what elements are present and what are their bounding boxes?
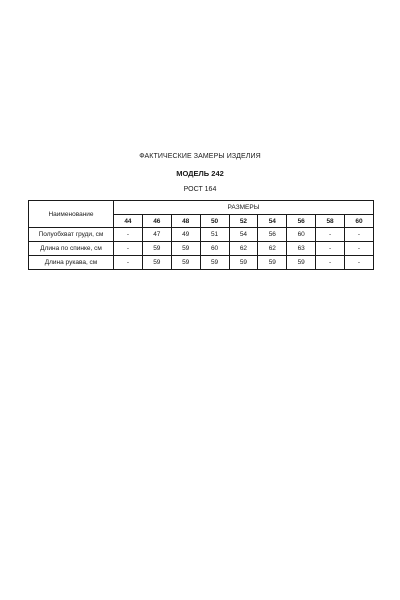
table-row [29,228,374,242]
size-table [28,200,374,270]
size-header: 56 [287,215,316,228]
model-title: МОДЕЛЬ 242 [176,169,224,178]
table-cell: 63 [287,242,316,256]
table-cell: 51 [200,228,229,242]
size-table-header-row [29,201,374,215]
table-cell: - [114,228,143,242]
table-cell: 60 [287,228,316,242]
size-header: 50 [200,215,229,228]
size-header: 44 [114,215,143,228]
table-cell: 59 [258,256,287,270]
table-cell: - [345,228,374,242]
table-cell: 54 [229,228,258,242]
table-cell: 62 [258,242,287,256]
table-row [29,256,374,270]
table-cell: 49 [171,228,200,242]
row-label: Длина по спинке, см [29,242,114,256]
table-cell: 59 [171,256,200,270]
name-column-header: Наименование [29,201,114,228]
row-label: Длина рукава, см [29,256,114,270]
table-cell: 59 [142,242,171,256]
table-cell: 60 [200,242,229,256]
table-cell: - [316,242,345,256]
size-header: 46 [142,215,171,228]
table-cell: 59 [171,242,200,256]
table-cell: 59 [200,256,229,270]
table-cell: 62 [229,242,258,256]
size-header: 58 [316,215,345,228]
table-row [29,242,374,256]
table-cell: - [316,228,345,242]
row-label: Полуобхват груди, см [29,228,114,242]
table-cell: 47 [142,228,171,242]
size-header: 54 [258,215,287,228]
size-header: 48 [171,215,200,228]
size-header: 52 [229,215,258,228]
size-header: 60 [345,215,374,228]
table-cell: - [345,256,374,270]
table-cell: 59 [142,256,171,270]
table-cell: 56 [258,228,287,242]
table-cell: - [345,242,374,256]
height-label: РОСТ 164 [183,186,217,193]
table-cell: 59 [287,256,316,270]
table-cell: 59 [229,256,258,270]
table-cell: - [316,256,345,270]
table-cell: - [114,242,143,256]
sizes-group-header: РАЗМЕРЫ [114,201,374,215]
document-title: ФАКТИЧЕСКИЕ ЗАМЕРЫ ИЗДЕЛИЯ [139,153,261,160]
table-cell: - [114,256,143,270]
